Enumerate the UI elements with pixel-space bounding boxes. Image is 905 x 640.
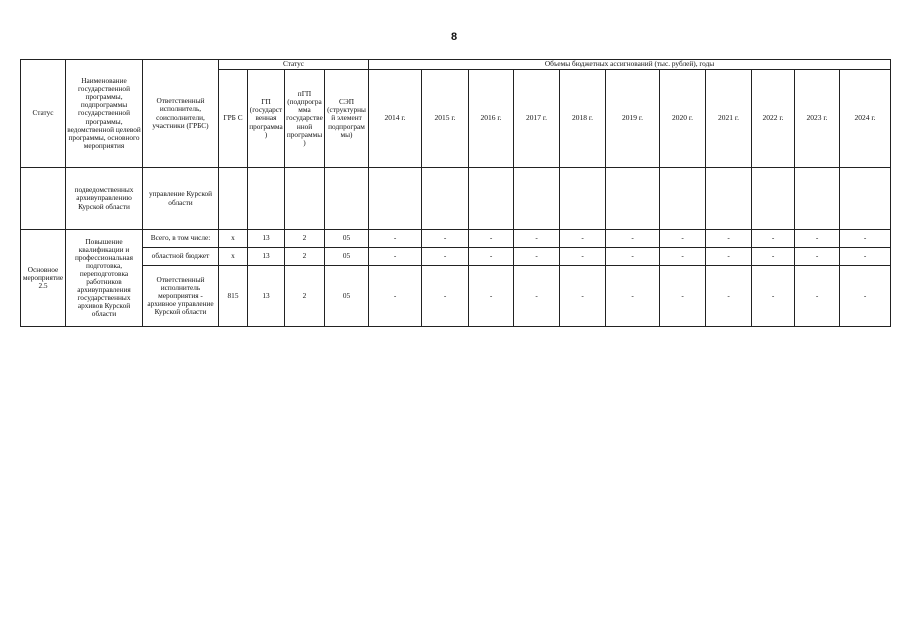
header-year: 2021 г.	[706, 70, 752, 168]
row-value: -	[514, 230, 560, 248]
header-name: Наименование государственной программы, подпрограммы государственной программы, ведомственной целевой программы, основного мероприятия	[66, 60, 143, 168]
row-value: -	[469, 266, 514, 327]
row-value: -	[606, 248, 660, 266]
row-value: -	[606, 266, 660, 327]
header-year: 2014 г.	[369, 70, 422, 168]
row-pgp: 2	[285, 248, 325, 266]
header-year: 2018 г.	[560, 70, 606, 168]
budget-table	[20, 59, 891, 327]
row-value: -	[752, 266, 795, 327]
row-value: -	[369, 248, 422, 266]
row-grbs: х	[219, 230, 248, 248]
header-year: 2020 г.	[660, 70, 706, 168]
row-value: -	[840, 230, 891, 248]
header-year: 2015 г.	[422, 70, 469, 168]
row-value: -	[422, 266, 469, 327]
row-value: -	[560, 248, 606, 266]
row-value: -	[560, 230, 606, 248]
row-value: -	[706, 230, 752, 248]
row-value: -	[469, 230, 514, 248]
row-sep: 05	[325, 266, 369, 327]
row-value: -	[606, 230, 660, 248]
header-year: 2016 г.	[469, 70, 514, 168]
row-value: -	[840, 248, 891, 266]
continuation-row	[21, 168, 891, 230]
row-gp: 13	[248, 230, 285, 248]
header-gp: ГП (государственная программа)	[248, 70, 285, 168]
header-year: 2017 г.	[514, 70, 560, 168]
row-grbs: х	[219, 248, 248, 266]
header-grbs: ГРБ С	[219, 70, 248, 168]
row-gp: 13	[248, 266, 285, 327]
row-grbs: 815	[219, 266, 248, 327]
row-value: -	[706, 266, 752, 327]
header-row-1	[21, 60, 891, 70]
header-status-group: Статус	[219, 60, 369, 70]
row-value: -	[369, 266, 422, 327]
row-responsible: Ответственный исполнитель мероприятия - архивное управление Курской области	[143, 266, 219, 327]
continuation-responsible: управление Курской области	[143, 168, 219, 230]
header-pgp: пГП (подпрограмма государственной программы)	[285, 70, 325, 168]
row-value: -	[469, 248, 514, 266]
row-value: -	[706, 248, 752, 266]
row-value: -	[752, 248, 795, 266]
table-row	[21, 248, 891, 266]
row-value: -	[795, 266, 840, 327]
row-value: -	[514, 266, 560, 327]
header-year: 2024 г.	[840, 70, 891, 168]
header-year: 2023 г.	[795, 70, 840, 168]
measure-name: Повышение квалификации и профессиональная подготовка, переподготовка работников архивуправления государственных архивов Курской области	[66, 230, 143, 327]
row-pgp: 2	[285, 266, 325, 327]
continuation-status	[21, 168, 66, 230]
row-value: -	[660, 248, 706, 266]
row-gp: 13	[248, 248, 285, 266]
row-sep: 05	[325, 248, 369, 266]
row-value: -	[422, 248, 469, 266]
row-value: -	[795, 230, 840, 248]
row-value: -	[840, 266, 891, 327]
continuation-name: подведомственных архивуправлению Курской области	[66, 168, 143, 230]
header-year: 2019 г.	[606, 70, 660, 168]
header-budget-group: Объемы бюджетных ассигнований (тыс. рублей), годы	[369, 60, 891, 70]
row-value: -	[422, 230, 469, 248]
row-value: -	[660, 230, 706, 248]
page-number: 8	[450, 31, 458, 43]
header-year: 2022 г.	[752, 70, 795, 168]
row-value: -	[560, 266, 606, 327]
row-pgp: 2	[285, 230, 325, 248]
measure-status: Основное мероприятие 2.5	[21, 230, 66, 327]
row-value: -	[660, 266, 706, 327]
row-value: -	[795, 248, 840, 266]
header-responsible: Ответственный исполнитель, соисполнители, участники (ГРБС)	[143, 60, 219, 168]
row-responsible: Всего, в том числе:	[143, 230, 219, 248]
table-row	[21, 230, 891, 248]
row-value: -	[514, 248, 560, 266]
header-status: Статус	[21, 60, 66, 168]
table-row	[21, 266, 891, 327]
row-value: -	[752, 230, 795, 248]
row-sep: 05	[325, 230, 369, 248]
row-value: -	[369, 230, 422, 248]
header-sep: СЭП (структурный элемент подпрограммы)	[325, 70, 369, 168]
row-responsible: областной бюджет	[143, 248, 219, 266]
